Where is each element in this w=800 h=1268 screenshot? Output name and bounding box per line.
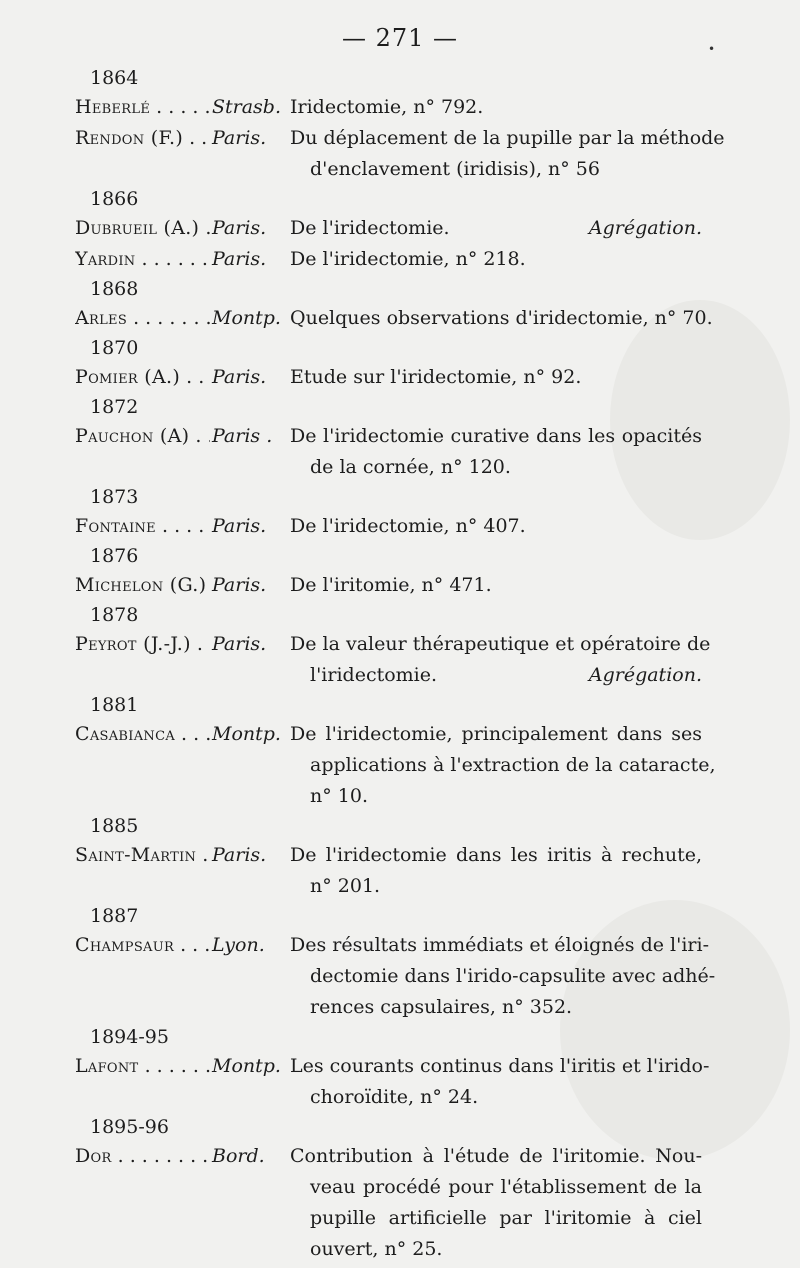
entry-title-line: Des résultats immédiats et éloignés de l'iri-: [290, 934, 709, 956]
bibliography-entry: [0, 303, 800, 334]
entry-author: Michelon (G.) . . .: [75, 574, 210, 596]
entry-title-text: De l'iridectomie.: [290, 217, 450, 239]
entry-author: Dubrueil (A.) . . .: [75, 217, 210, 239]
bibliography-entry: [0, 421, 800, 483]
bibliography-entry: [0, 930, 800, 1023]
entry-place: Paris .: [212, 425, 273, 447]
entry-place: Montp.: [212, 1055, 281, 1077]
bibliography-entry: [0, 244, 800, 275]
entry-place: Paris.: [212, 574, 267, 596]
entry-title-line: d'enclavement (iridisis), n° 56: [310, 158, 600, 180]
entry-place: Montp.: [212, 307, 281, 329]
corner-mark: •: [708, 42, 716, 56]
year-heading: 1894-95: [90, 1026, 169, 1048]
year-heading: 1873: [90, 486, 139, 508]
entry-author: Champsaur . . .: [75, 934, 210, 956]
entry-place: Montp.: [212, 723, 281, 745]
entry-place: Paris.: [212, 633, 267, 655]
entry-title-line: dectomie dans l'irido-capsulite avec adhé-: [310, 965, 716, 987]
entry-title-line: veau procédé pour l'établissement de la: [310, 1176, 702, 1198]
year-heading: 1895-96: [90, 1116, 169, 1138]
entry-title-line: De l'iridectomie, n° 218.: [290, 248, 526, 270]
entry-title-line: Les courants continus dans l'iritis et l'irido-: [290, 1055, 710, 1077]
entry-title-line: [290, 213, 702, 244]
entry-author: Fontaine . . .: [75, 515, 210, 537]
entry-title-line: ouvert, n° 25.: [310, 1238, 443, 1260]
entry-author: Heberlé . . .: [75, 96, 210, 118]
year-heading: 1872: [90, 396, 139, 418]
year-heading: 1876: [90, 545, 139, 567]
entry-place: Paris.: [212, 366, 267, 388]
bibliography-entry: [0, 92, 800, 123]
entry-title-line: De l'iritomie, n° 471.: [290, 574, 492, 596]
entry-title-line: Etude sur l'iridectomie, n° 92.: [290, 366, 582, 388]
entry-note: Agrégation.: [588, 217, 702, 239]
bibliography-entry: [0, 840, 800, 902]
page-number: — 271 —: [341, 24, 459, 52]
year-heading: 1881: [90, 694, 139, 716]
entry-place: Paris.: [212, 248, 267, 270]
entry-title-line: Iridectomie, n° 792.: [290, 96, 484, 118]
entry-title-line: n° 201.: [310, 875, 381, 897]
bibliography-entry: [0, 719, 800, 812]
entry-title-line: De l'iridectomie, n° 407.: [290, 515, 526, 537]
entry-author: Saint-Martin . . .: [75, 844, 210, 866]
entry-title-line: de la cornée, n° 120.: [310, 456, 511, 478]
bibliography-entry: [0, 1141, 800, 1265]
entry-note: Agrégation.: [588, 664, 702, 686]
entry-title-line: choroïdite, n° 24.: [310, 1086, 479, 1108]
entry-title-line: De la valeur thérapeutique et opératoire de: [290, 633, 711, 655]
entry-title-line: Quelques observations d'iridectomie, n° 70.: [290, 307, 713, 329]
entry-author: Pauchon (A) . . .: [75, 425, 210, 447]
entry-title-line: rences capsulaires, n° 352.: [310, 996, 573, 1018]
year-heading: 1885: [90, 815, 139, 837]
entry-title-line: Du déplacement de la pupille par la méthode: [290, 127, 725, 149]
entry-author: Lafont . . .: [75, 1055, 210, 1077]
entry-title-line: applications à l'extraction de la cataracte,: [310, 754, 716, 776]
year-heading: 1864: [90, 67, 139, 89]
entry-place: Strasb.: [212, 96, 282, 118]
entry-place: Bord.: [212, 1145, 265, 1167]
entry-place: Paris.: [212, 127, 267, 149]
bibliography-entry: [0, 570, 800, 601]
entry-title-line: n° 10.: [310, 785, 368, 807]
entry-place: Paris.: [212, 844, 267, 866]
entry-title-line: De l'iridectomie dans les iritis à rechute,: [290, 844, 702, 866]
entry-author: Peyrot (J.-J.) . . .: [75, 633, 210, 655]
year-heading: 1870: [90, 337, 139, 359]
year-heading: 1887: [90, 905, 139, 927]
entry-title-line: De l'iridectomie curative dans les opacités: [290, 425, 702, 447]
entry-title-line: pupille artificielle par l'iritomie à ciel: [310, 1207, 702, 1229]
entry-author: Pomier (A.) . . .: [75, 366, 210, 388]
entry-place: Paris.: [212, 515, 267, 537]
bibliography-entry: [0, 213, 800, 244]
year-heading: 1878: [90, 604, 139, 626]
bibliography-list: [0, 64, 800, 1265]
entry-title-line: Contribution à l'étude de l'iritomie. Nou-: [290, 1145, 702, 1167]
bibliography-entry: [0, 362, 800, 393]
entry-author: Rendon (F.) . . .: [75, 127, 210, 149]
entry-title-line: [290, 660, 702, 691]
entry-author: Dor . . .: [75, 1145, 208, 1167]
bibliography-entry: [0, 1051, 800, 1113]
entry-author: Casabianca . . .: [75, 723, 210, 745]
bibliography-entry: [0, 629, 800, 691]
bibliography-entry: [0, 511, 800, 542]
entry-author: Arles . . .: [75, 307, 210, 329]
entry-place: Paris.: [212, 217, 267, 239]
year-heading: 1868: [90, 278, 139, 300]
entry-title-line: De l'iridectomie, principalement dans ses: [290, 723, 702, 745]
year-heading: 1866: [90, 188, 139, 210]
entry-place: Lyon.: [212, 934, 265, 956]
entry-author: Yardin . . .: [75, 248, 210, 270]
bibliography-entry: [0, 123, 800, 185]
entry-title-text: l'iridectomie.: [310, 664, 438, 686]
